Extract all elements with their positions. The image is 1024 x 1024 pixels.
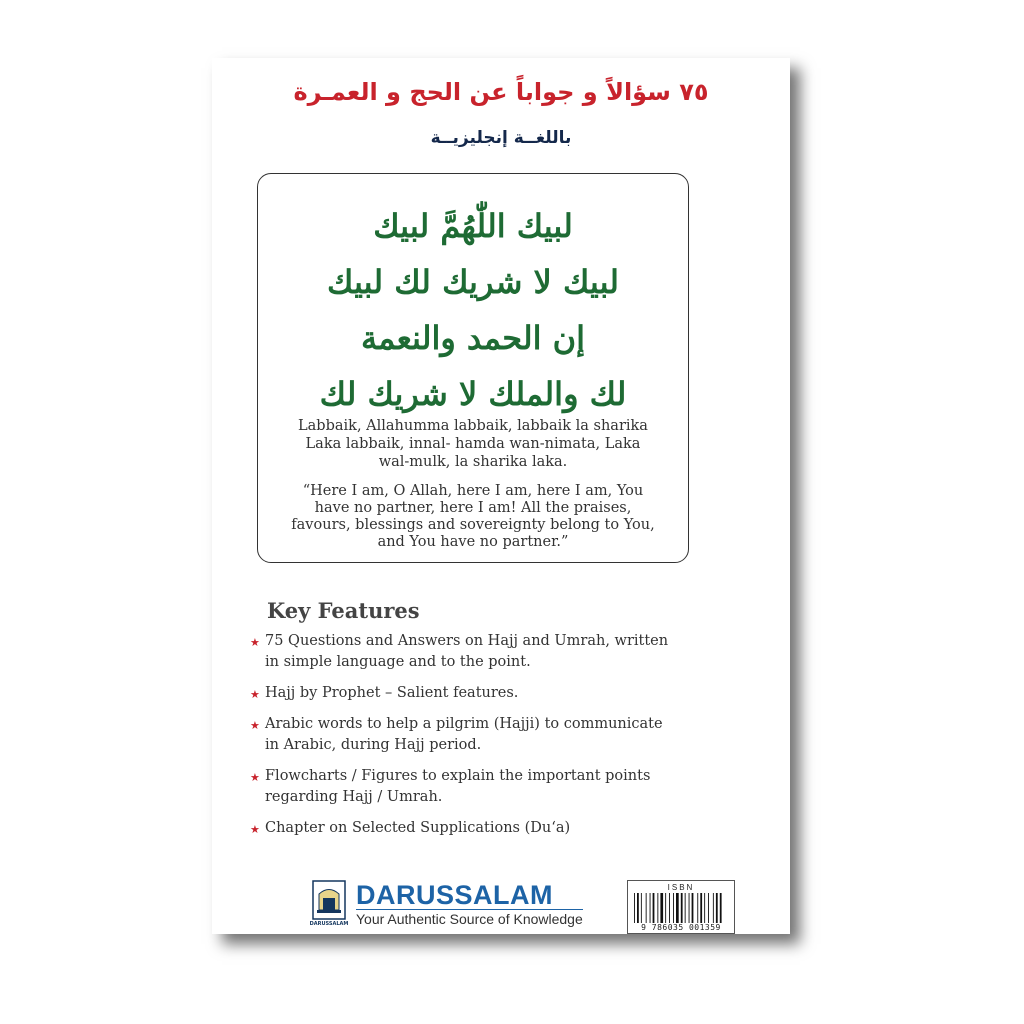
feature-line: in Arabic, during Hajj period. <box>265 737 482 753</box>
talbiyah-arabic-line: لك والملك لا شريك لك <box>319 375 627 413</box>
feature-line: Chapter on Selected Supplications (Du‘a) <box>265 820 571 836</box>
red-star-icon: ★ <box>250 688 260 701</box>
publisher-logo <box>309 879 583 928</box>
red-star-icon: ★ <box>250 636 260 649</box>
isbn-label: ISBN <box>667 883 695 892</box>
talbiyah-transliteration <box>278 417 668 471</box>
translation-line: “Here I am, O Allah, here I am, here I am, You <box>302 483 644 499</box>
emblem-text: DARUSSALAM <box>309 921 349 927</box>
talbiyah-box <box>257 173 689 563</box>
arabic-subtitle: باللغــة إنجليزيــة <box>430 128 572 148</box>
key-features-list <box>250 631 700 849</box>
feature-item <box>250 683 700 704</box>
key-features-title: Key Features <box>267 598 420 623</box>
arabic-title: ٧٥ سؤالاً و جواباً عن الحج و العمـرة <box>293 78 709 106</box>
feature-item <box>250 818 700 839</box>
red-star-icon: ★ <box>250 823 260 836</box>
feature-line: regarding Hajj / Umrah. <box>265 789 443 805</box>
transliteration-line: Labbaik, Allahumma labbaik, labbaik la sharika <box>298 418 648 434</box>
darussalam-emblem-icon <box>309 880 349 928</box>
barcode-icon <box>633 893 731 923</box>
translation-line: and You have no partner.” <box>377 534 569 550</box>
transliteration-line: Laka labbaik, innal- hamda wan-nimata, Laka <box>305 436 641 452</box>
feature-line: 75 Questions and Answers on Hajj and Umrah, written <box>265 633 669 649</box>
feature-item <box>250 631 700 673</box>
transliteration-line: wal-mulk, la sharika laka. <box>378 454 568 470</box>
translation-line: have no partner, here I am! All the praises, <box>314 500 632 516</box>
publisher-name: DARUSSALAM <box>356 879 553 910</box>
logo-text <box>356 881 583 928</box>
talbiyah-arabic-line: إن الحمد والنعمة <box>360 319 586 357</box>
feature-line: Arabic words to help a pilgrim (Hajji) to communicate <box>265 716 663 732</box>
talbiyah-translation <box>278 483 668 551</box>
feature-line: Hajj by Prophet – Salient features. <box>265 685 519 701</box>
talbiyah-arabic-line: لبيك لا شريك لك لبيك <box>327 263 619 301</box>
isbn-digits: 9 786035 001359 <box>641 923 721 932</box>
red-star-icon: ★ <box>250 719 260 732</box>
red-star-icon: ★ <box>250 771 260 784</box>
feature-line: Flowcharts / Figures to explain the important points <box>265 768 651 784</box>
translation-line: favours, blessings and sovereignty belong to You, <box>291 517 655 533</box>
isbn-barcode <box>627 880 735 934</box>
feature-line: in simple language and to the point. <box>265 654 531 670</box>
publisher-tagline: Your Authentic Source of Knowledge <box>356 910 583 927</box>
feature-item <box>250 714 700 756</box>
book-back-cover <box>212 58 790 934</box>
emblem-graphic <box>312 880 346 920</box>
talbiyah-arabic <box>258 198 688 422</box>
feature-item <box>250 766 700 808</box>
talbiyah-arabic-line: لبيك اللّٰهُمَّ لبيك <box>373 207 573 245</box>
